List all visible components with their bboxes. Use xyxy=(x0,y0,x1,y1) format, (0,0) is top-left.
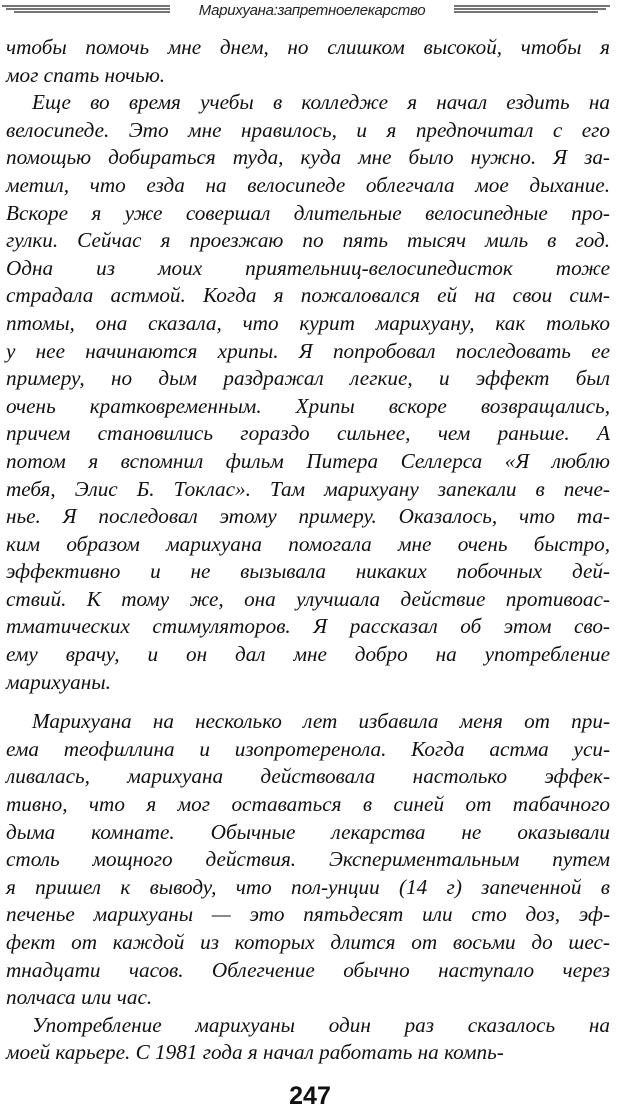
text-line: помощью добираться туда, куда мне было нужно. Я за- xyxy=(6,145,610,170)
paragraph xyxy=(6,89,610,696)
text-line: причем становились гораздо сильнее, чем раньше. А xyxy=(6,421,610,446)
text-line: примеру, но дым раздражал легкие, и эффект был xyxy=(6,366,610,391)
text-line: ливалась, марихуана действовала настолько эффек- xyxy=(6,764,610,789)
text-line: дыма комнате. Обычные лекарства не оказывали xyxy=(6,819,610,844)
text-line: у нее начинаются хрипы. Я попробовал последовать ее xyxy=(6,338,610,363)
text-line: птомы, она сказала, что курит марихуану, как только xyxy=(6,310,610,335)
text-line: тивно, что я мог оставаться в синей от табачного xyxy=(6,792,610,817)
text-line: велосипеде. Это мне нравилось, и я предпочитал с его xyxy=(6,117,610,142)
running-title: Марихуана:запретноелекарство xyxy=(172,2,452,19)
text-line: ствий. К тому же, она улучшала действие противоас- xyxy=(6,586,610,611)
text-line: я пришел к выводу, что пол-унции (14 г) запеченной в xyxy=(6,874,610,899)
text-line: Употребление марихуаны один раз сказалось на xyxy=(32,1012,610,1037)
text-line: ему врачу, и он дал мне добро на употребление xyxy=(6,642,610,667)
text-line: очень кратковременным. Хрипы вскоре возвращались, xyxy=(6,393,610,418)
text-line: моей карьере. С 1981 года я начал работать на компь- xyxy=(6,1040,504,1065)
text-line: печенье марихуаны — это пятьдесят или сто доз, эф- xyxy=(6,902,610,927)
text-line: Одна из моих приятельниц-велосипедисток тоже xyxy=(6,255,610,280)
text-line: ема теофиллина и изопротеренола. Когда астма уси- xyxy=(6,736,610,761)
text-line: тматических стимуляторов. Я рассказал об этом сво- xyxy=(6,614,610,639)
text-line: потом я вспомнил фильм Питера Селлерса «Я люблю xyxy=(6,448,610,473)
running-header xyxy=(0,0,620,28)
text-line: Еще во время учебы в колледже я начал ездить на xyxy=(32,90,610,115)
text-line: ким образом марихуана помогала мне очень быстро, xyxy=(6,531,610,556)
text-line: гулки. Сейчас я проезжаю по пять тысяч миль в год. xyxy=(6,228,610,253)
text-line: метил, что езда на велосипеде облегчала мое дыхание. xyxy=(6,172,610,197)
page-number: 247 xyxy=(289,1082,331,1110)
text-line: тнадцати часов. Облегчение обычно наступало через xyxy=(6,957,610,982)
paragraph xyxy=(6,34,610,89)
text-line: страдала астмой. Когда я пожаловался ей на свои сим- xyxy=(6,283,610,308)
text-line: тебя, Элис Б. Токлас». Там марихуану запекали в пече- xyxy=(6,476,610,501)
text-line: столь мощного действия. Экспериментальным путем xyxy=(6,847,610,872)
text-line: нье. Я последовал этому примеру. Оказалось, что та- xyxy=(6,504,610,529)
body-text xyxy=(6,34,610,1067)
paragraph xyxy=(6,708,610,1012)
paragraph-gap xyxy=(6,696,610,708)
text-line: эффективно и не вызывала никаких побочных дей- xyxy=(6,559,610,584)
text-line: полчаса или час. xyxy=(6,985,153,1010)
text-line: Вскоре я уже совершал длительные велосипедные про- xyxy=(6,200,610,225)
text-line: фект от каждой из которых длится от восьми до шес- xyxy=(6,930,610,954)
text-line: мог спать ночью. xyxy=(6,62,166,87)
paragraph xyxy=(6,1012,610,1067)
text-line: Марихуана на несколько лет избавила меня от при- xyxy=(32,709,610,734)
text-line: марихуаны. xyxy=(6,669,111,694)
text-line: чтобы помочь мне днем, но слишком высокой, чтобы я xyxy=(6,35,610,59)
